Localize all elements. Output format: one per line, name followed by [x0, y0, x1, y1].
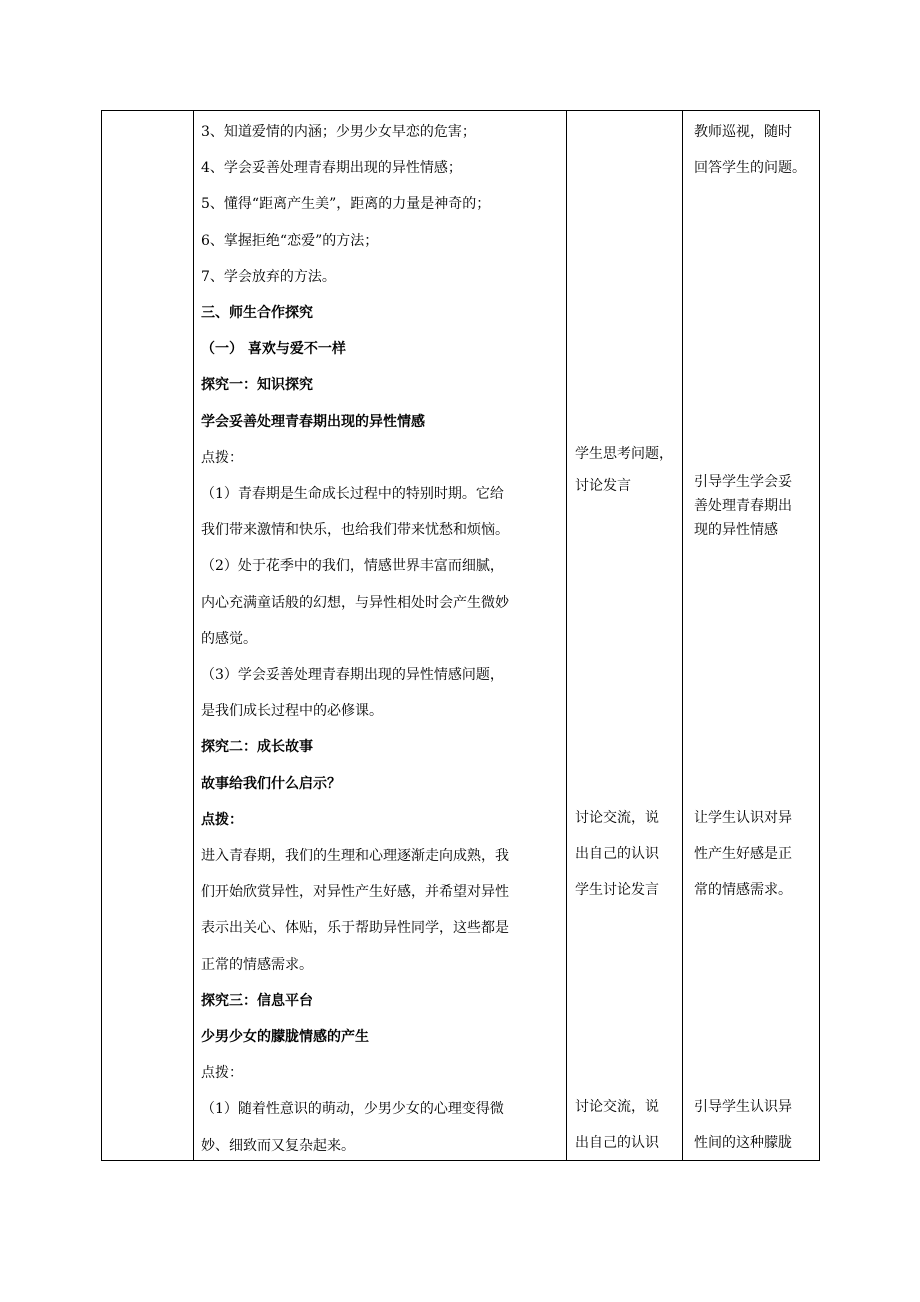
- content-line: 表示出关心、体贴，乐于帮助异性同学，这些都是: [201, 920, 509, 937]
- content-line: （2）处于花季中的我们，情感世界丰富而细腻，: [201, 558, 504, 575]
- section-heading: 探究二：成长故事: [201, 739, 313, 756]
- section-heading: 探究一：知识探究: [201, 377, 313, 394]
- content-line: 内心充满童话般的幻想，与异性相处时会产生微妙: [201, 594, 509, 611]
- content-line: 3、知道爱情的内涵；少男少女早恋的危害；: [201, 124, 476, 140]
- teacher-activity-2: [694, 470, 818, 542]
- content-line: 们开始欣赏异性，对异性产生好感，并希望对异性: [201, 884, 509, 901]
- section-heading: 三、师生合作探究: [201, 305, 313, 322]
- student-activity-3: [575, 1089, 681, 1161]
- content-line: 进入青春期，我们的生理和心理逐渐走向成熟，我: [201, 848, 509, 865]
- content-line: （1）随着性意识的萌动，少男少女的心理变得微: [201, 1101, 504, 1118]
- teacher-activity-line: 性间的这种朦胧: [694, 1135, 792, 1152]
- student-activity-line: 讨论发言: [575, 478, 631, 494]
- content-line: 我们带来激情和快乐，也给我们带来忧愁和烦恼。: [201, 522, 509, 539]
- table-top-border: [101, 110, 820, 111]
- teacher-activity-3: [694, 800, 818, 909]
- section-heading: 故事给我们什么启示？: [201, 775, 341, 792]
- column-divider-1: [193, 110, 194, 1161]
- student-activity-1: [575, 438, 681, 502]
- teacher-activity-line: 现的异性情感: [694, 522, 778, 538]
- teacher-activity-line: 引导学生认识异: [694, 1099, 792, 1115]
- section-heading: 点拨：: [201, 811, 243, 828]
- content-line: （1）青春期是生命成长过程中的特别时期。它给: [201, 486, 504, 503]
- section-heading: （一） 喜欢与爱不一样: [201, 341, 346, 358]
- teacher-activity-line: 教师巡视，随时: [694, 124, 792, 140]
- lesson-table: [101, 110, 820, 1161]
- student-activity-2: [575, 800, 681, 909]
- teacher-activity-line: 性产生好感是正: [694, 846, 792, 863]
- student-activity-line: 出自己的认识: [575, 1135, 659, 1152]
- content-line: 点拨：: [201, 1065, 243, 1082]
- teacher-activity-line: 常的情感需求。: [694, 882, 792, 899]
- teacher-activity-line: 回答学生的问题。: [694, 160, 806, 177]
- student-activity-line: 讨论交流，说: [575, 1099, 659, 1115]
- student-activity-line: 学生思考问题，: [575, 446, 673, 462]
- content-line: 点拨：: [201, 449, 243, 466]
- content-line: 是我们成长过程中的必修课。: [201, 703, 383, 720]
- section-heading: 探究三：信息平台: [201, 992, 313, 1009]
- content-line: 妙、细致而又复杂起来。: [201, 1137, 355, 1154]
- section-heading: 少男少女的朦胧情感的产生: [201, 1029, 369, 1046]
- student-activity-line: 学生讨论发言: [575, 882, 659, 899]
- teacher-activity-line: 引导学生学会妥: [694, 474, 792, 490]
- column-divider-3: [682, 110, 683, 1161]
- content-line: 6、掌握拒绝“恋爱”的方法；: [201, 232, 379, 249]
- table-left-border: [101, 110, 102, 1161]
- content-column: [201, 114, 563, 1164]
- content-line: 5、懂得“距离产生美”，距离的力量是神奇的；: [201, 196, 491, 213]
- student-activity-line: 讨论交流，说: [575, 810, 659, 826]
- content-line: 4、学会妥善处理青春期出现的异性情感；: [201, 160, 462, 177]
- student-activity-line: 出自己的认识: [575, 846, 659, 863]
- column-divider-2: [566, 110, 567, 1161]
- content-line: 7、学会放弃的方法。: [201, 268, 336, 285]
- teacher-activity-line: 让学生认识对异: [694, 810, 792, 826]
- teacher-activity-1: [694, 114, 818, 186]
- content-line: 的感觉。: [201, 630, 257, 647]
- teacher-activity-line: 善处理青春期出: [694, 498, 792, 514]
- section-heading: 学会妥善处理青春期出现的异性情感: [201, 413, 425, 430]
- table-right-border: [819, 110, 820, 1161]
- content-line: （3）学会妥善处理青春期出现的异性情感问题，: [201, 667, 504, 684]
- teacher-activity-4: [694, 1089, 818, 1161]
- content-line: 正常的情感需求。: [201, 956, 313, 973]
